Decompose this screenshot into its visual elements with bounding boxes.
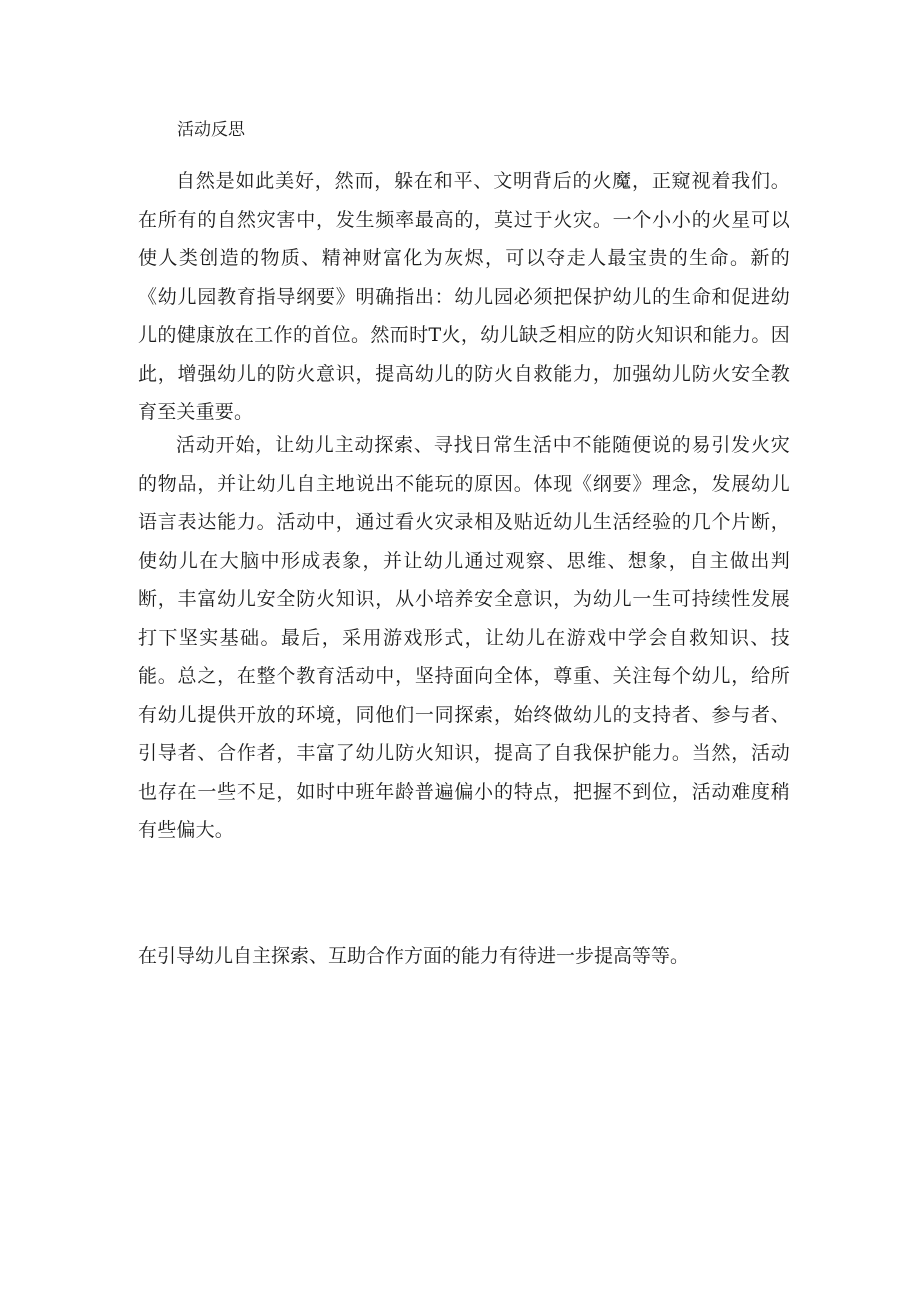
paragraph-conclusion: 在引导幼儿自主探索、互助合作方面的能力有待进一步提高等等。 [138,945,690,967]
document-heading: 活动反思 [177,120,245,140]
paragraph-intro: 自然是如此美好，然而，躲在和平、文明背后的火魔，正窥视着我们。在所有的自然灾害中，发生频率最高的，莫过于火灾。一个小小的火星可以使人类创造的物质、精神财富化为灰烬，可以夺走人最宝贵的生命。新的《幼儿园教育指导纲要》明确指出：幼儿园必须把保护幼儿的生命和促进幼儿的健康放在工作的首位。然而时T火，幼儿缺乏相应的防火知识和能力。因此，增强幼儿的防火意识，提高幼儿的防火自救能力，加强幼儿防火安全教育至关重要。 [138,170,790,423]
paragraph-activity: 活动开始，让幼儿主动探索、寻找日常生活中不能随便说的易引发火灾的物品，并让幼儿自主地说出不能玩的原因。体现《纲要》理念，发展幼儿语言表达能力。活动中，通过看火灾录相及贴近幼儿生活经验的几个片断，使幼儿在大脑中形成表象，并让幼儿通过观察、思维、想象，自主做出判断，丰富幼儿安全防火知识，从小培养安全意识，为幼儿一生可持续性发展打下坚实基础。最后，采用游戏形式，让幼儿在游戏中学会自救知识、技能。总之，在整个教育活动中，坚持面向全体，尊重、关注每个幼儿，给所有幼儿提供开放的环境，同他们一同探索，始终做幼儿的支持者、参与者、引导者、合作者，丰富了幼儿防火知识，提高了自我保护能力。当然，活动也存在一些不足，如时中班年龄普遍偏小的特点，把握不到位，活动难度稍有些偏大。 [138,434,790,841]
